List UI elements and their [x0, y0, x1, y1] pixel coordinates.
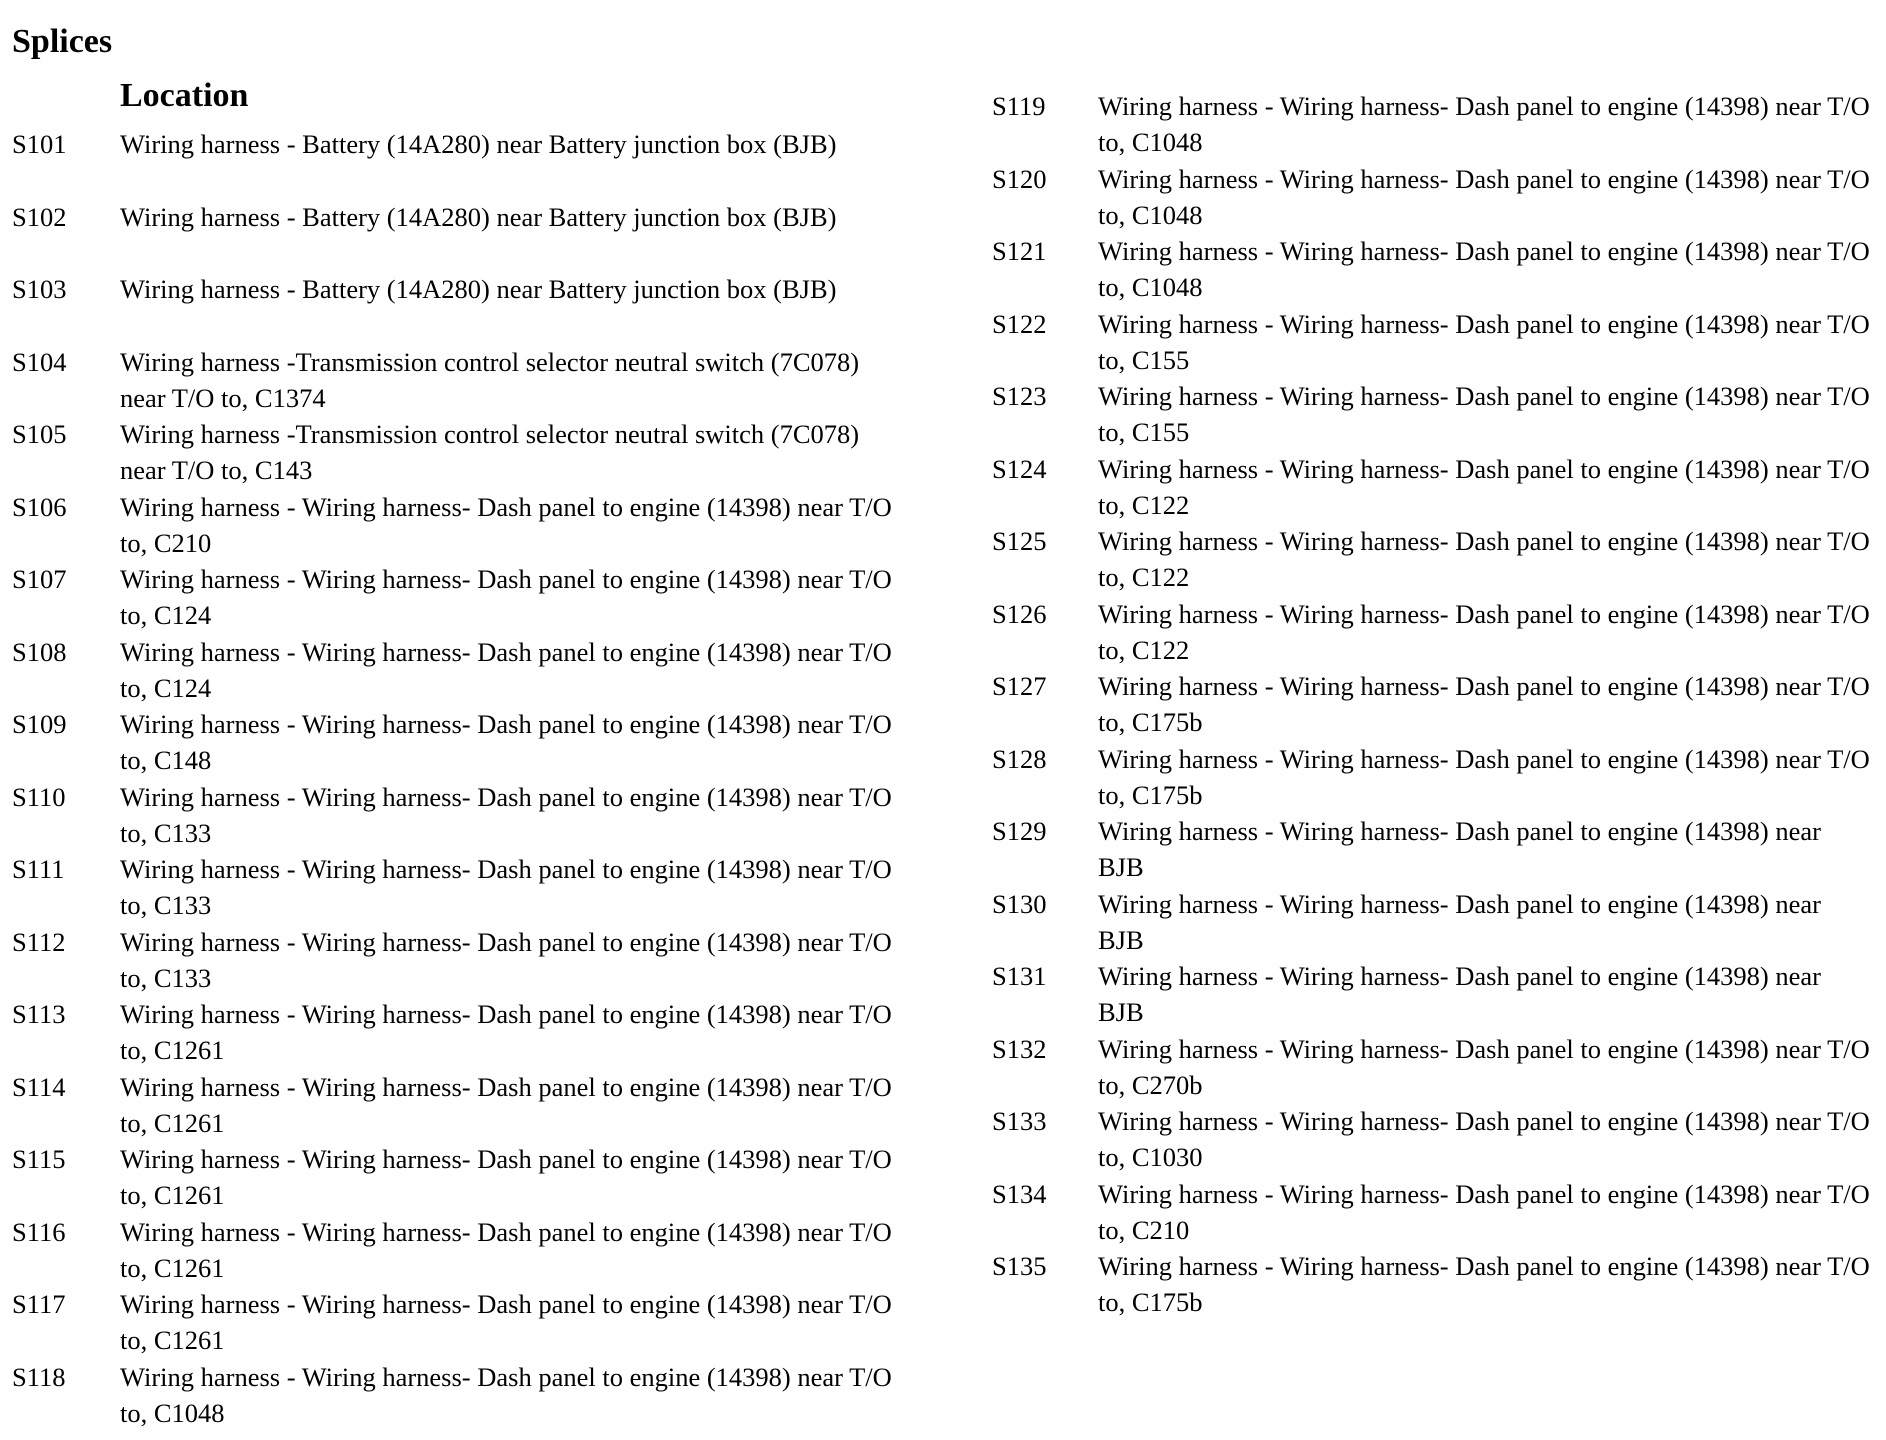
- splice-id: S121: [992, 236, 1047, 266]
- splice-row: [992, 1176, 1872, 1249]
- splice-row: [12, 924, 912, 997]
- splice-row: [992, 668, 1872, 741]
- splice-row: [992, 886, 1872, 959]
- splice-location: Wiring harness - Wiring harness- Dash panel to engine (14398) near T/O to, C1261: [120, 999, 892, 1065]
- splice-id: S126: [992, 598, 1047, 629]
- splice-row: [12, 779, 912, 852]
- splice-location: Wiring harness - Wiring harness- Dash panel to engine (14398) near T/O to, C175b: [1098, 1251, 1870, 1317]
- splice-id: S119: [992, 91, 1046, 121]
- splice-location: Wiring harness - Battery (14A280) near Battery junction box (BJB): [120, 274, 837, 304]
- splice-location: Wiring harness - Wiring harness- Dash panel to engine (14398) near T/O to, C175b: [1098, 671, 1870, 737]
- splice-location: Wiring harness - Wiring harness- Dash panel to engine (14398) near T/O to, C148: [120, 709, 892, 775]
- splice-row: [12, 1141, 912, 1214]
- splice-location: Wiring harness - Battery (14A280) near Battery junction box (BJB): [120, 201, 837, 232]
- splice-row: [12, 996, 912, 1069]
- splice-id: S103: [12, 274, 67, 304]
- splice-id: S125: [992, 526, 1047, 556]
- splice-location: Wiring harness - Wiring harness- Dash panel to engine (14398) near T/O to, C122: [1098, 526, 1870, 592]
- splice-row: [992, 1103, 1872, 1176]
- splice-row: [992, 306, 1872, 379]
- splice-row: [12, 634, 912, 707]
- splice-list-right: [992, 88, 1872, 1321]
- splice-location: Wiring harness - Wiring harness- Dash panel to engine (14398) near T/O to, C1261: [120, 1144, 892, 1210]
- splice-location: Wiring harness - Wiring harness- Dash panel to engine (14398) near T/O to, C124: [120, 564, 892, 630]
- splice-location: Wiring harness - Wiring harness- Dash panel to engine (14398) near T/O to, C1261: [120, 1071, 892, 1138]
- splice-id: S101: [12, 129, 67, 159]
- splice-row: [12, 561, 912, 634]
- splice-row: [992, 88, 1872, 161]
- splice-id: S109: [12, 709, 67, 739]
- splice-location: Wiring harness - Wiring harness- Dash panel to engine (14398) near T/O to, C133: [120, 854, 892, 920]
- splice-row: [992, 1248, 1872, 1321]
- splice-location: Wiring harness - Wiring harness- Dash panel to engine (14398) near T/O to, C1261: [120, 1216, 892, 1283]
- splice-location: Wiring harness - Wiring harness- Dash panel to engine (14398) near T/O to, C210: [1098, 1178, 1870, 1245]
- splice-id: S135: [992, 1251, 1047, 1281]
- splice-id: S134: [992, 1178, 1047, 1209]
- splice-row: [992, 741, 1872, 814]
- splice-location: Wiring harness - Wiring harness- Dash panel to engine (14398) near BJB: [1098, 961, 1821, 1027]
- splice-location: Wiring harness - Wiring harness- Dash panel to engine (14398) near T/O to, C1048: [1098, 163, 1870, 230]
- splice-id: S110: [12, 781, 66, 812]
- splice-id: S115: [12, 1144, 66, 1174]
- splice-id: S106: [12, 491, 67, 522]
- splice-list-left: [12, 126, 912, 1431]
- splice-id: S114: [12, 1071, 66, 1102]
- splice-id: S112: [12, 926, 66, 957]
- splice-row: [992, 233, 1872, 306]
- splice-row: [12, 1286, 912, 1359]
- splice-row: [992, 813, 1872, 886]
- splice-row: [992, 451, 1872, 524]
- splice-row: [992, 958, 1872, 1031]
- splice-row: [12, 1214, 912, 1287]
- splice-row: [12, 126, 912, 199]
- splice-id: S113: [12, 999, 66, 1029]
- splice-id: S120: [992, 163, 1047, 194]
- splice-id: S117: [12, 1289, 66, 1319]
- splice-row: [992, 596, 1872, 669]
- splice-location: Wiring harness - Wiring harness- Dash panel to engine (14398) near T/O to, C1048: [120, 1361, 892, 1428]
- splice-id: S128: [992, 743, 1047, 774]
- splice-location: Wiring harness - Wiring harness- Dash panel to engine (14398) near T/O to, C155: [1098, 381, 1870, 447]
- splice-id: S118: [12, 1361, 66, 1392]
- splice-row: [992, 161, 1872, 234]
- splice-location: Wiring harness - Wiring harness- Dash panel to engine (14398) near T/O to, C210: [120, 491, 892, 558]
- splice-location: Wiring harness - Wiring harness- Dash panel to engine (14398) near T/O to, C124: [120, 636, 892, 703]
- splice-id: S130: [992, 888, 1047, 919]
- splice-row: [12, 1359, 912, 1432]
- splice-row: [992, 523, 1872, 596]
- splice-location: Wiring harness - Wiring harness- Dash panel to engine (14398) near T/O to, C1048: [1098, 236, 1870, 302]
- splice-id: S116: [12, 1216, 66, 1247]
- splice-location: Wiring harness - Wiring harness- Dash panel to engine (14398) near T/O to, C133: [120, 781, 892, 848]
- splice-id: S105: [12, 419, 67, 449]
- splice-id: S102: [12, 201, 67, 232]
- splice-row: [992, 378, 1872, 451]
- splice-id: S129: [992, 816, 1047, 846]
- splice-row: [12, 344, 912, 417]
- page-title: Splices: [12, 23, 113, 60]
- splice-id: S131: [992, 961, 1047, 991]
- splice-row: [12, 271, 912, 344]
- splice-id: S124: [992, 453, 1047, 484]
- location-column-heading: Location: [120, 77, 249, 114]
- splice-location: Wiring harness - Battery (14A280) near Battery junction box (BJB): [120, 129, 837, 159]
- splice-id: S111: [12, 854, 65, 884]
- splice-location: Wiring harness -Transmission control selector neutral switch (7C078) near T/O to, C143: [120, 419, 860, 485]
- splice-location: Wiring harness - Wiring harness- Dash panel to engine (14398) near BJB: [1098, 888, 1821, 955]
- splice-row: [12, 1069, 912, 1142]
- splice-id: S127: [992, 671, 1047, 701]
- splice-id: S104: [12, 346, 67, 377]
- splice-location: Wiring harness - Wiring harness- Dash panel to engine (14398) near T/O to, C1030: [1098, 1106, 1870, 1172]
- splice-row: [12, 489, 912, 562]
- splice-row: [992, 1031, 1872, 1104]
- splice-row: [12, 416, 912, 489]
- splice-location: Wiring harness - Wiring harness- Dash panel to engine (14398) near T/O to, C133: [120, 926, 892, 993]
- splice-location: Wiring harness - Wiring harness- Dash panel to engine (14398) near T/O to, C1261: [120, 1289, 892, 1355]
- splice-row: [12, 851, 912, 924]
- splice-id: S107: [12, 564, 67, 594]
- splice-location: Wiring harness - Wiring harness- Dash panel to engine (14398) near BJB: [1098, 816, 1821, 882]
- splice-location: Wiring harness - Wiring harness- Dash panel to engine (14398) near T/O to, C155: [1098, 308, 1870, 375]
- splice-id: S108: [12, 636, 67, 667]
- splice-id: S133: [992, 1106, 1047, 1136]
- splice-location: Wiring harness -Transmission control selector neutral switch (7C078) near T/O to, C1374: [120, 346, 860, 413]
- splice-row: [12, 199, 912, 272]
- splice-row: [12, 706, 912, 779]
- splice-location: Wiring harness - Wiring harness- Dash panel to engine (14398) near T/O to, C122: [1098, 453, 1870, 520]
- splice-location: Wiring harness - Wiring harness- Dash panel to engine (14398) near T/O to, C1048: [1098, 91, 1870, 157]
- splice-location: Wiring harness - Wiring harness- Dash panel to engine (14398) near T/O to, C270b: [1098, 1033, 1870, 1100]
- splice-id: S122: [992, 308, 1047, 339]
- splice-id: S132: [992, 1033, 1047, 1064]
- splice-id: S123: [992, 381, 1047, 411]
- splice-location: Wiring harness - Wiring harness- Dash panel to engine (14398) near T/O to, C175b: [1098, 743, 1870, 810]
- splice-location: Wiring harness - Wiring harness- Dash panel to engine (14398) near T/O to, C122: [1098, 598, 1870, 665]
